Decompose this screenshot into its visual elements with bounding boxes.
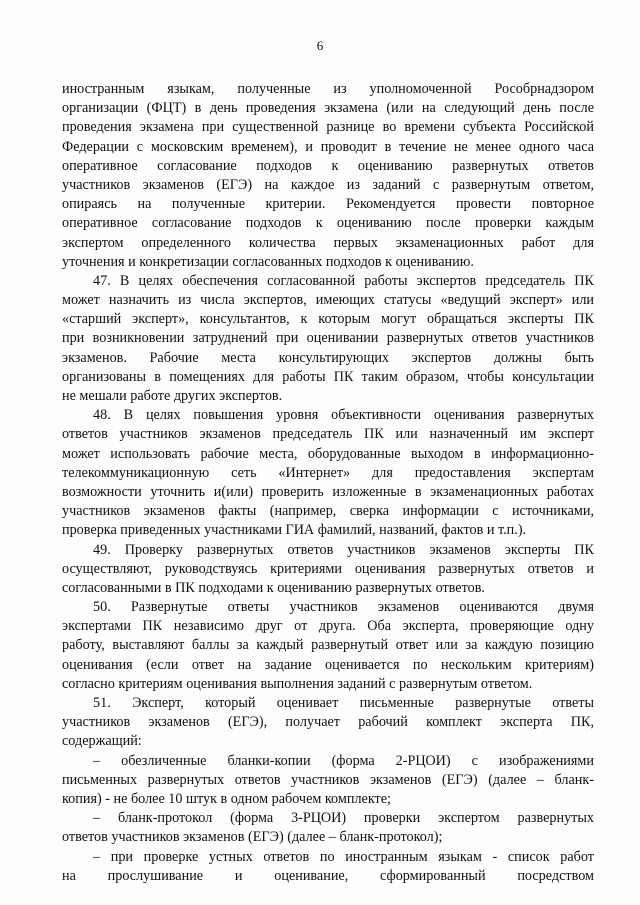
text-line: 48. В целях повышения уровня объективности оценивания развернутых bbox=[93, 407, 594, 424]
text-line: ответов участников экзаменов (ЕГЭ) (далее – бланк-протокол); bbox=[62, 829, 443, 846]
text-line: участников экзаменов факты (например, сверка информации с источниками, bbox=[62, 503, 594, 520]
text-line: может назначить из числа экспертов, имеющих статусы «ведущий эксперт» или bbox=[62, 292, 594, 309]
text-line: проведения экзамена при существенной разнице во времени субъекта Российской bbox=[62, 119, 594, 136]
text-line: экспертом определенного количества первых экзаменационных работ для bbox=[62, 234, 594, 251]
page-number: 6 bbox=[316, 38, 324, 53]
text-line: экспертами ПК независимо друг от друга. Оба эксперта, проверяющие одну bbox=[62, 618, 594, 635]
text-line: не мешали работе других экспертов. bbox=[62, 388, 283, 404]
text-line: телекоммуникационную сеть «Интернет» для предоставления экспертам bbox=[62, 464, 594, 481]
text-line: оперативное согласование подходов к оцениванию развернутых ответов bbox=[62, 157, 594, 174]
text-line: ответов участников экзаменов председатель ПК или назначенный им эксперт bbox=[62, 426, 594, 443]
text-line: опираясь на полученные критерии. Рекомендуется провести повторное bbox=[62, 196, 594, 213]
text-line: оперативное согласование подходов к оцениванию после проверки каждым bbox=[62, 215, 594, 232]
text-line: согласованными в ПК подходами к оцениванию развернутых ответов. bbox=[62, 579, 485, 596]
text-line: при возникновении затруднений при оценивании развернутых ответов участников bbox=[62, 330, 594, 347]
text-line: содержащий: bbox=[62, 733, 142, 750]
text-line: Федерации с московским временем), и проводит в течение не менее одного часа bbox=[62, 138, 594, 155]
text-line: 49. Проверку развернутых ответов участников экзаменов эксперты ПК bbox=[93, 541, 594, 558]
text-line: возможности уточнить и(или) проверить изложенные в экзаменационных работах bbox=[62, 483, 594, 500]
text-line: – при проверке устных ответов по иностранным языкам - список работ bbox=[93, 848, 594, 865]
text-line: проверка приведенных участниками ГИА фамилий, названий, фактов и т.п.). bbox=[62, 522, 527, 539]
text-line: осуществляют, руководствуясь критериями оценивания развернутых ответов и bbox=[62, 560, 594, 577]
text-line: согласно критериям оценивания выполнения заданий с развернутым ответом. bbox=[62, 675, 533, 692]
text-line: копия) - не более 10 штук в одном рабочем комплекте; bbox=[62, 790, 391, 807]
text-line: участников экзаменов (ЕГЭ), получает рабочий комплект эксперта ПК, bbox=[62, 714, 594, 731]
text-line: организации (ФЦТ) в день проведения экзамена (или на следующий день после bbox=[62, 100, 594, 117]
text-line: 47. В целях обеспечения согласованной работы экспертов председатель ПК bbox=[93, 272, 594, 289]
text-line: 50. Развернутые ответы участников экзаменов оцениваются двумя bbox=[93, 599, 594, 616]
text-line: уточнения и конкретизации согласованных подходов к оцениванию. bbox=[62, 253, 474, 270]
text-line: «старший эксперт», консультантов, к которым могут обращаться эксперты ПК bbox=[62, 311, 594, 328]
text-line: оценивания (если ответ на задание оценивается по нескольким критериям) bbox=[62, 656, 594, 673]
text-line: иностранным языкам, полученные из уполномоченной Рособрнадзором bbox=[62, 81, 594, 97]
text-line: работу, выставляют баллы за каждый развернутый ответ или за каждую позицию bbox=[62, 637, 594, 654]
text-line: письменных развернутых ответов участников экзаменов (ЕГЭ) (далее – бланк- bbox=[62, 771, 594, 788]
text-line: экзаменов. Рабочие места консультирующих экспертов должны быть bbox=[62, 349, 594, 366]
document-body bbox=[62, 80, 594, 886]
text-line: на прослушивание и оценивание, сформированный посредством bbox=[62, 867, 594, 884]
text-line: организованы в помещениях для работы ПК таким образом, чтобы консультации bbox=[62, 368, 594, 385]
text-line: 51. Эксперт, который оценивает письменные развернутые ответы bbox=[93, 695, 594, 711]
text-line: может использовать рабочие места, оборудованные выходом в информационно- bbox=[62, 445, 594, 462]
text-line: – обезличенные бланки-копии (форма 2-РЦОИ) с изображениями bbox=[93, 752, 594, 769]
text-line: – бланк-протокол (форма 3-РЦОИ) проверки экспертом развернутых bbox=[93, 810, 594, 827]
text-line: участников экзаменов (ЕГЭ) на каждое из заданий с развернутым ответом, bbox=[62, 176, 594, 193]
